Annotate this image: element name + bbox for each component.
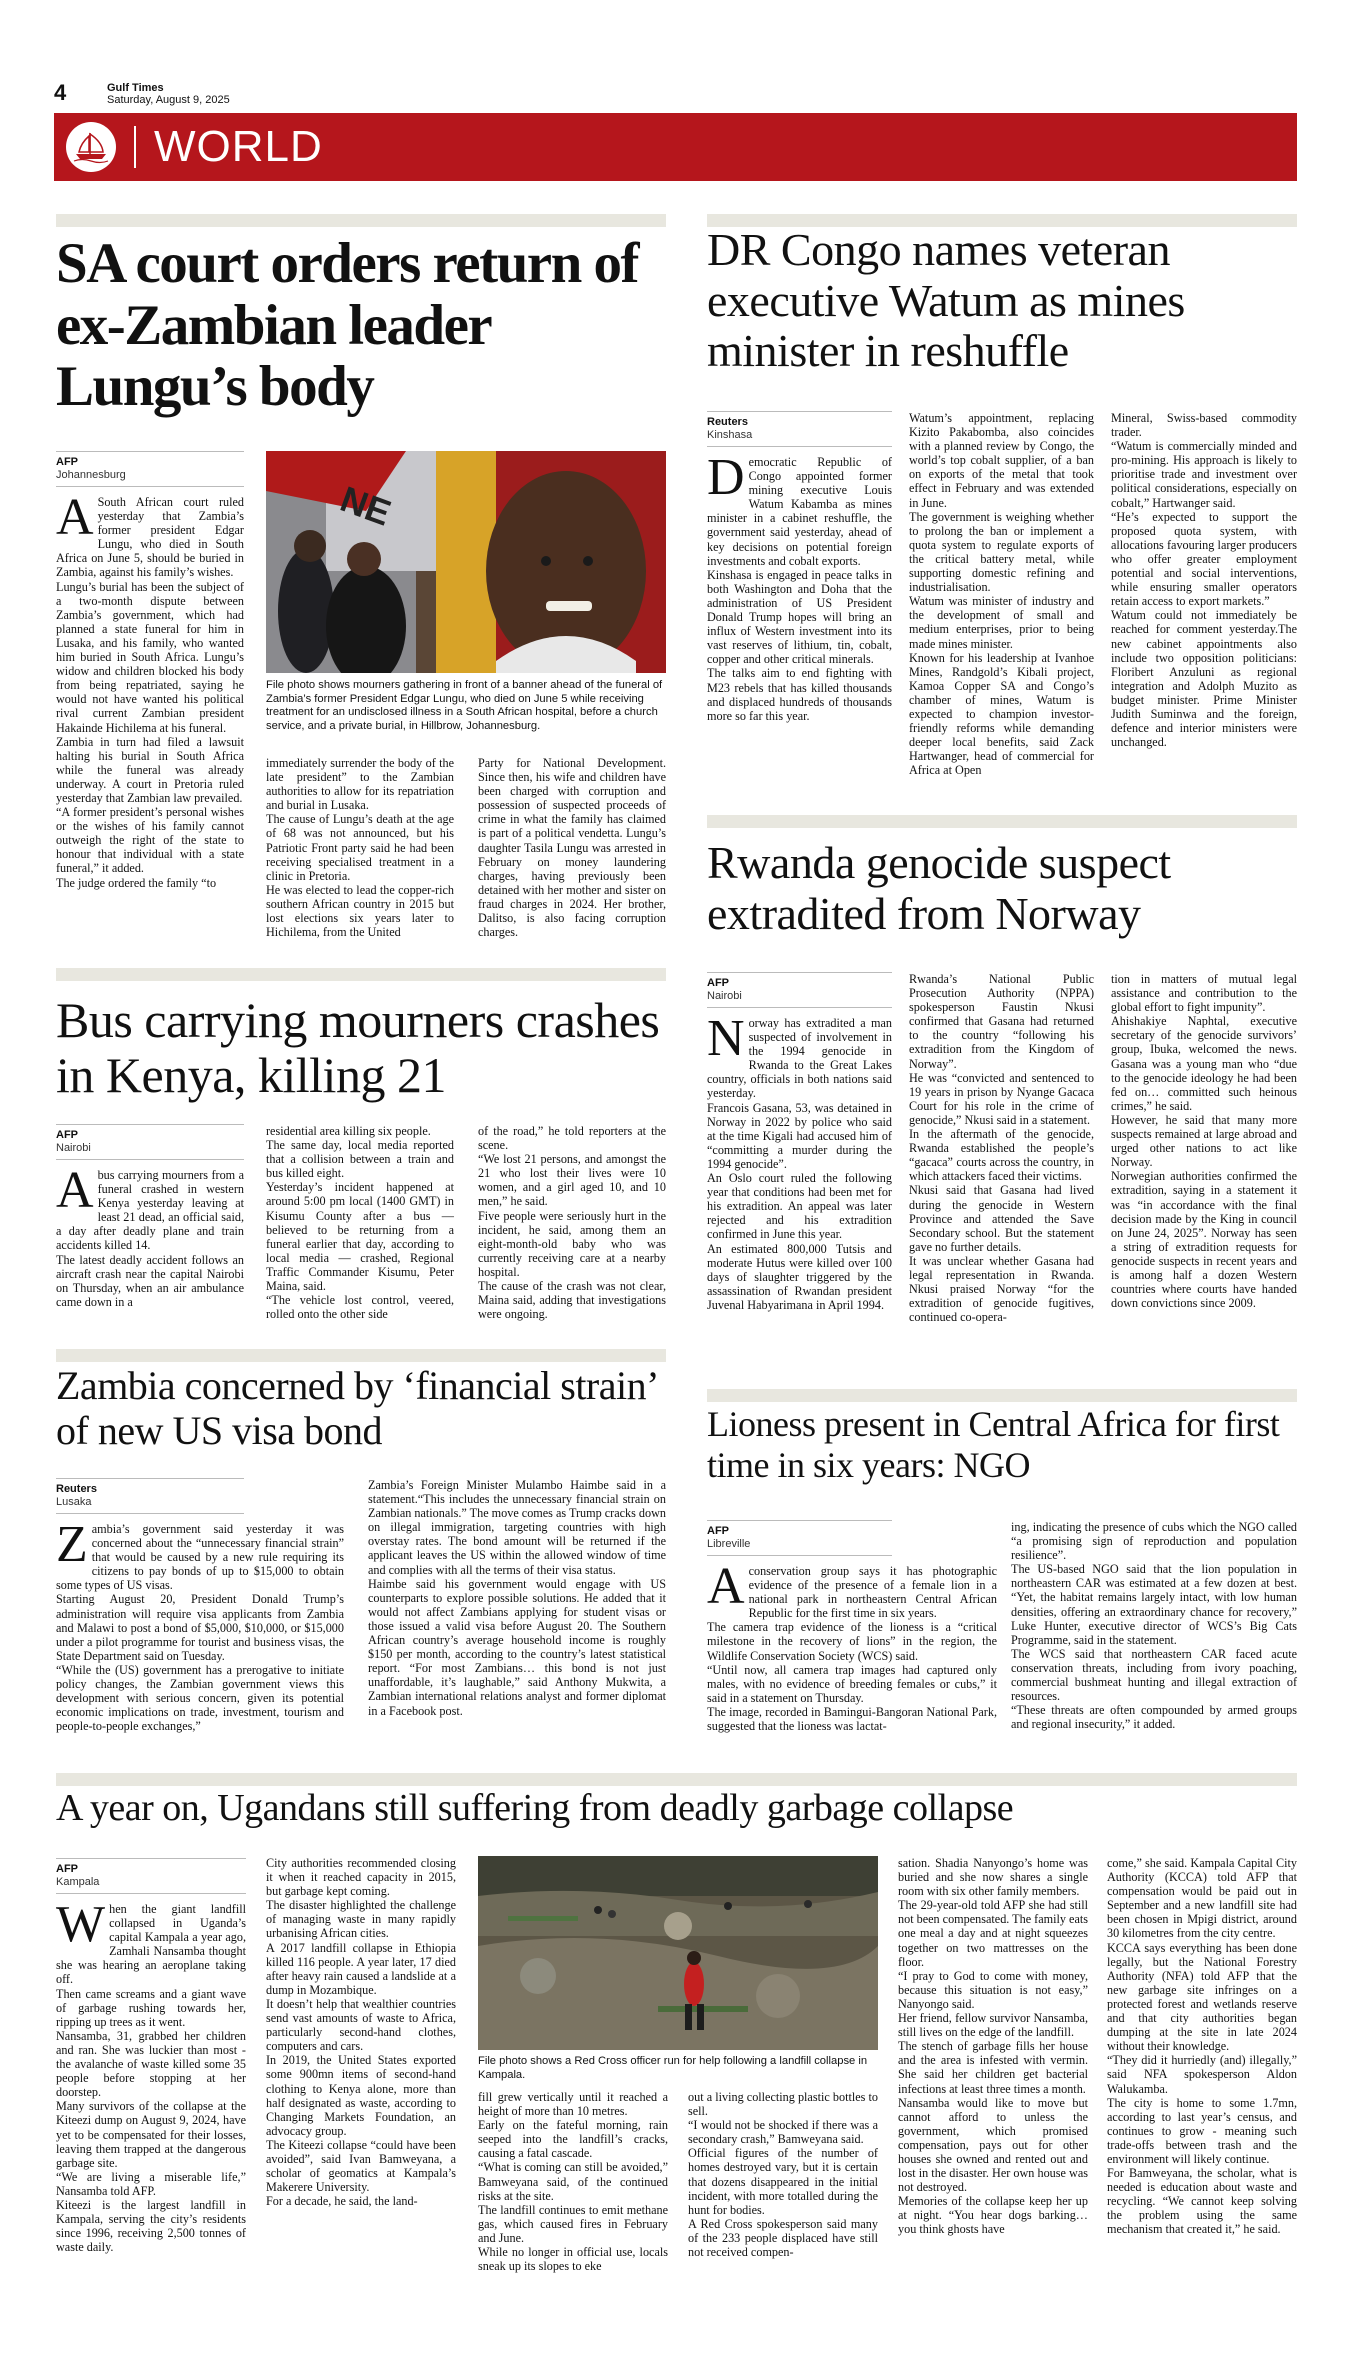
paragraph: Rwanda’s National Public Prosecution Authority (NPPA) spokesperson Faustin Nkusi confirmed that Gasana had returned to the country “following his extradition from the Kingdom of Norway”.	[909, 972, 1094, 1071]
paper-masthead	[107, 82, 230, 106]
paragraph: The cause of Lungu’s death at the age of 68 was not announced, but his Patriotic Front party said he had been receiving specialised treatment in a clinic in Pretoria.	[266, 812, 454, 883]
paragraph: Kinshasa is engaged in peace talks in both Washington and Doha that the administration of US President Donald Trump hopes will bring an influx of Western investment into its vast reserves of lithium, tin, cobalt, copper and other critical minerals.	[707, 567, 892, 667]
photo-caption: File photo shows mourners gathering in front of a banner ahead of the funeral of Zambia’s former President Edgar Lungu, who died on June 5 while receiving treatment for an undisclosed illness in a South African hospital, before a church service, and a private burial, in Hillbrow, Johannesburg.	[266, 679, 663, 732]
story-lioness-col1	[707, 1520, 997, 1733]
paragraph: KCCA says everything has been done legally, but the National Forestry Authority (NFA) told AFP that the new garbage site infringes on a protected forest and wetlands reserve and that city authorities began dumping at the site in late 2024 without their knowledge.	[1107, 1940, 1297, 2054]
paragraph: However, he said that many more suspects remained at large abroad and urged other nations to act like Norway.	[1111, 1112, 1297, 1170]
paragraph: “We are living a miserable life,” Nansamba told AFP.	[56, 2169, 246, 2198]
paragraph: Democratic Republic of Congo appointed former mining executive Louis Watum Kabamba as mines minister in a cabinet reshuffle, the government said yesterday, ahead of key decisions on potential foreign investments and cobalt exports.	[707, 449, 892, 568]
paragraph: “He’s expected to support the proposed quota system, with allocations favouring larger producers who offer greater employment potential and social interventions, while ensuring smaller operators retain access to export markets.”	[1111, 509, 1297, 609]
story-bus-col1	[56, 1124, 244, 1309]
section-rule	[56, 1349, 666, 1362]
story-congo	[707, 225, 1297, 377]
paragraph: Early on the fateful morning, rain seeped into the landfill’s cracks, causing a fatal cascade.	[478, 2118, 668, 2161]
paragraph: The landfill continues to emit methane gas, which caused fires in February and June.	[478, 2202, 668, 2245]
article-column	[56, 1896, 246, 2255]
story-uganda	[56, 1788, 1297, 1830]
paragraph: For Bamweyana, the scholar, what is needed is education about waste and recycling. “We cannot keep solving the problem using the same mechanism that created it,” he said.	[1107, 2166, 1297, 2237]
paragraph: immediately surrender the body of the late president” to the Zambian authorities to allow for its repatriation and burial in Lusaka.	[266, 756, 454, 813]
byline-location: Kampala	[56, 1876, 100, 1888]
byline-agency: AFP	[56, 1863, 78, 1875]
story-lungu-col2	[266, 756, 454, 939]
story-zambia-visa-col2	[368, 1478, 666, 1718]
story-rwanda-col3	[1111, 972, 1297, 1310]
paragraph: The city is home to some 1.7mn, according to last year’s census, and continues to grow - meaning such trade-offs between trash and the environment will likely continue.	[1107, 2095, 1297, 2166]
paragraph: ing, indicating the presence of cubs which the NGO called “a promising sign of reproduction and population resilience”.	[1011, 1520, 1297, 1563]
story-lioness	[707, 1404, 1297, 1485]
paragraph: Zambia’s government said yesterday it was concerned about the “unnecessary financial strain” that would be caused by a new rule requiring its citizens to pay bonds of up to $15,000 to obtain some types of US visas.	[56, 1516, 344, 1593]
paragraph: “Watum is commercially minded and pro-mining. His approach is likely to prioritise trade and investment over political considerations, especially on cobalt,” Hartwanger said.	[1111, 439, 1297, 510]
story-bus	[56, 993, 666, 1103]
story-rwanda-col2	[909, 972, 1094, 1324]
svg-text:NE: NE	[335, 477, 397, 534]
headline: Zambia concerned by ‘financial strain’ of new US visa bond	[56, 1363, 656, 1453]
paragraph: The Kiteezi collapse “could have been avoided”, said Ivan Bamweyana, a scholar of geomatics at Kampala’s Makerere University.	[266, 2137, 456, 2195]
paragraph: “The vehicle lost control, veered, rolled onto the other side	[266, 1293, 454, 1322]
banner-divider	[134, 126, 136, 168]
paragraph: Kiteezi is the largest landfill in Kampala, serving the city’s residents since 1996, receiving 2,500 tonnes of waste daily.	[56, 2197, 246, 2255]
story-uganda-col6	[1107, 1856, 1297, 2237]
article-column	[707, 449, 892, 723]
paragraph: When the giant landfill collapsed in Uganda’s capital Kampala a year ago, Zamhali Nansamba thought she was hearing an aeroplane taking off.	[56, 1896, 246, 1987]
story-zambia-visa-col1	[56, 1478, 344, 1733]
paragraph: The camera trap evidence of the lioness is a “critical milestone in the recovery of lions” in the region, the Wildlife Conservation Society (WCS) said.	[707, 1620, 997, 1663]
paragraph: ASouth African court ruled yesterday that Zambia’s former president Edgar Lungu, who died in South Africa on June 5, should be buried in Zambia, against his family’s wishes.	[56, 489, 244, 580]
headline: SA court orders return of ex-Zambian leader Lungu’s body	[56, 232, 639, 419]
byline	[56, 1478, 244, 1514]
paragraph: Nansamba would like to move but cannot afford to unless the government, which promised compensation, pays out for other houses she owned and rented out and lost in the disaster. Her own house was not destroyed.	[898, 2095, 1088, 2195]
page-number: 4	[54, 80, 67, 105]
story-lungu	[56, 233, 666, 418]
paragraph: Zambia’s Foreign Minister Mulambo Haimbe said in a statement.“This includes the unnecessary financial strain on Zambian nationals.” The move comes as Trump cracks down on illegal immigration, targeting countries with high overstay rates. The bond amount will be returned if the applicant leaves the US within the allowed window of time and complies with all the terms of their visa status.	[368, 1478, 666, 1577]
paragraph: “I would not be shocked if there was a secondary crash,” Bamweyana said.	[688, 2118, 878, 2147]
article-column	[707, 1010, 892, 1312]
section-banner	[54, 113, 1297, 181]
byline-location: Lusaka	[56, 1496, 92, 1508]
story-lungu-col3	[478, 756, 666, 939]
paragraph: Her friend, fellow survivor Nansamba, still lives on the edge of the landfill.	[898, 2011, 1088, 2040]
paragraph: Abus carrying mourners from a funeral crashed in western Kenya yesterday leaving at least 21 dead, an official said, a day after deadly plane and train accidents killed 14.	[56, 1162, 244, 1253]
paragraph: Zambia in turn had filed a lawsuit halting his burial in South Africa while the funeral was already underway. A court in Pretoria ruled yesterday that Zambian law prevailed.	[56, 734, 244, 805]
section-rule	[56, 1773, 1297, 1786]
paragraph: In 2019, the United States exported some 900mn items of second-hand clothing to Kenya alone, more than half designated as waste, according to Changing Markets Foundation, an advocacy group.	[266, 2053, 456, 2138]
story-bus-col3	[478, 1124, 666, 1321]
paragraph: “A former president’s personal wishes or the wishes of his family cannot outweigh the right of the state to honour that individual with a state funeral,” it added.	[56, 805, 244, 876]
story-lioness-col2	[1011, 1520, 1297, 1731]
paragraph: “While the (US) government has a prerogative to initiate policy changes, the Zambian government views this development with serious concern, given its potential economic implications on trade, investment, tourism and people-to-people exchanges,”	[56, 1662, 344, 1734]
story-congo-col1	[707, 411, 892, 723]
edgar-lungu-funeral-photo	[266, 451, 666, 673]
story-uganda-col4	[688, 2090, 878, 2259]
byline-location: Johannesburg	[56, 469, 126, 481]
paragraph: out a living collecting plastic bottles to sell.	[688, 2090, 878, 2119]
paragraph: Official figures of the number of homes destroyed vary, but it is certain that dozens disappeared in the initial incident, with more totalled during the hunt for bodies.	[688, 2146, 878, 2217]
byline-agency: AFP	[707, 977, 729, 989]
headline: Lioness present in Central Africa for first time in six years: NGO	[707, 1404, 1280, 1485]
byline-location: Kinshasa	[707, 429, 753, 441]
story-zambia-visa	[56, 1364, 666, 1454]
article-column	[56, 1516, 344, 1734]
story-uganda-col3	[478, 2090, 668, 2273]
paragraph: For a decade, he said, the land-	[266, 2194, 418, 2209]
landfill-rescue-photo	[478, 1856, 878, 2050]
paragraph: A 2017 landfill collapse in Ethiopia killed 116 people. A year later, 17 died after heavy rain caused a landslide at a dump in Mozambique.	[266, 1940, 456, 1997]
byline	[56, 451, 244, 487]
byline-location: Nairobi	[707, 990, 742, 1002]
photo-caption: File photo shows a Red Cross officer run for help following a landfill collapse in Kampala.	[478, 2055, 868, 2081]
paragraph: Norway has extradited a man suspected of involvement in the 1994 genocide in Rwanda to the Great Lakes country, officials in both nations said yesterday.	[707, 1010, 892, 1101]
paragraph: In the aftermath of the genocide, Rwanda established the people’s “gacaca” courts across the country, in which attackers faced their victims.	[909, 1127, 1094, 1184]
byline	[707, 1520, 892, 1556]
byline-agency: AFP	[56, 1129, 78, 1141]
byline	[707, 411, 892, 447]
paragraph: Many survivors of the collapse at the Kiteezi dump on August 9, 2024, have yet to be compensated for their losses, leaving them trapped at the dangerous garbage site.	[56, 2099, 246, 2170]
section-rule	[707, 1389, 1297, 1402]
story-uganda-col2	[266, 1856, 456, 2208]
paragraph: Norwegian authorities confirmed the extradition, saying in a statement it was “in accordance with the final decision made by the King in council on June 24, 2025”. Norway has seen a string of extradition requests for genocide suspects in recent years and is among half a dozen Western countries where courts have handed down convictions since 2009.	[1111, 1169, 1297, 1311]
paragraph: tion in matters of mutual legal assistance and contribution to the global effort to fight impunity”.	[1111, 972, 1297, 1015]
paragraph: “They did it hurriedly (and) illegally,” said NFA spokesperson Aldon Walukamba.	[1107, 2053, 1297, 2096]
paragraph: It was unclear whether Gasana had legal representation in Rwanda. Nkusi praised Norway “for the extradition of genocide fugitives, continued co-opera-	[909, 1253, 1094, 1325]
byline	[56, 1124, 244, 1160]
paragraph: He was elected to lead the copper-rich southern African country in 2015 but lost elections six years later to Hichilema, from the United	[266, 882, 454, 940]
paragraph: Ahishakiye Naphtal, executive secretary of the genocide survivors’ group, Ibuka, welcomed the news. Gasana was a young man who “due to the genocide ideology he had been fed on… committed such heinous crimes,” he said.	[1111, 1014, 1297, 1113]
paragraph: The image, recorded in Bamingui-Bangoran National Park, suggested that the lioness was lactat-	[707, 1704, 997, 1734]
paragraph: The cause of the crash was not clear, Maina said, adding that investigations were ongoing.	[478, 1279, 666, 1322]
story-congo-col2	[909, 411, 1094, 777]
story-congo-col3	[1111, 411, 1297, 749]
story-uganda-col5	[898, 1856, 1088, 2237]
paragraph: The talks aim to end fighting with M23 rebels that has killed thousands and displaced hundreds of thousands more so far this year.	[707, 666, 892, 723]
headline: A year on, Ugandans still suffering from deadly garbage collapse	[56, 1787, 1014, 1829]
paragraph: “Until now, all camera trap images had captured only males, with no evidence of breeding females or cubs,” it said in a statement on Thursday.	[707, 1662, 997, 1705]
issue-date: Saturday, August 9, 2025	[107, 94, 230, 106]
story-rwanda	[707, 838, 1297, 939]
paragraph: Watum was minister of industry and the development of small and medium enterprises, prior to being made mines minister.	[909, 594, 1094, 651]
paragraph: Francois Gasana, 53, was detained in Norway in 2022 by police who said at the time Kigali had accused him of “committing a murder during the 1994 genocide”.	[707, 1100, 892, 1171]
section-title: WORLD	[154, 122, 323, 171]
byline-agency: Reuters	[56, 1483, 97, 1495]
paragraph: Five people were seriously hurt in the incident, he said, among them an eight-month-old baby who was currently receiving care at a nearby hospital.	[478, 1208, 666, 1279]
story-uganda-col1	[56, 1858, 246, 2254]
paragraph: An estimated 800,000 Tutsis and moderate Hutus were killed over 100 days of slaughter triggered by the assassination of Rwandan president Juvenal Habyarimana in April 1994.	[707, 1241, 892, 1312]
paragraph: Nkusi said that Gasana had lived during the genocide in Western Province and attended the Save Secondary school. But the statement gave no further details.	[909, 1183, 1094, 1254]
section-rule	[56, 968, 666, 981]
paragraph: fill grew vertically until it reached a height of more than 10 metres.	[478, 2090, 668, 2119]
paragraph: residential area killing six people.	[266, 1124, 431, 1138]
paragraph: Mineral, Swiss-based commodity trader.	[1111, 411, 1297, 440]
paragraph: “We lost 21 persons, and amongst the 21 who lost their lives were 10 women, and a girl aged 10, and 10 men,” he said.	[478, 1152, 666, 1209]
paragraph: Watum’s appointment, replacing Kizito Pakabomba, also coincides with a planned review by Congo, the world’s top cobalt supplier, of a ban on exports of the metal that took effect in February and was extended in June.	[909, 411, 1094, 510]
paragraph: He was “convicted and sentenced to 19 years in prison by Nyange Gacaca Court for his role in the crime of genocide,” Nkusi said in a statement.	[909, 1070, 1094, 1127]
paragraph: The latest deadly accident follows an aircraft crash near the capital Nairobi on Thursday, when an air ambulance came down in a	[56, 1252, 244, 1309]
dhow-boat-icon	[66, 122, 116, 172]
paragraph: Nansamba, 31, grabbed her children and ran. She was luckier than most - the avalanche of waste killed some 35 people before stopping at her doorstep.	[56, 2028, 246, 2100]
byline-agency: AFP	[56, 456, 78, 468]
byline-location: Nairobi	[56, 1142, 91, 1154]
paragraph: The WCS said that northeastern CAR faced acute conservation threats, including from ivory poaching, commercial bushmeat hunting and illegal extraction of resources.	[1011, 1646, 1297, 1704]
paragraph: The judge ordered the family “to	[56, 875, 217, 890]
paragraph: The US-based NGO said that the lion population in northeastern CAR was estimated at a few dozen at best. “Yet, the habitat remains largely intact, with low human densities, offering an extraordinary chance for recovery,” Luke Hunter, executive director of WCS’s Big Cats Programme, said in the statement.	[1011, 1562, 1297, 1647]
article-column	[56, 1162, 244, 1309]
story-lungu-col1	[56, 451, 244, 890]
byline-agency: Reuters	[707, 416, 748, 428]
paragraph: While no longer in official use, locals sneak up its slopes to eke	[478, 2245, 668, 2274]
paragraph: City authorities recommended closing it when it reached capacity in 2015, but garbage kept coming.	[266, 1856, 456, 1899]
paragraph: Yesterday’s incident happened at around 5:00 pm local (1400 GMT) in Kisumu County after a bus — believed to be returning from a funeral earlier that day, according to local media — crashed, Regional Traffic Commander Kisumu, Peter Maina, said.	[266, 1180, 454, 1294]
paragraph: An Oslo court ruled the following year that conditions had been met for his extradition. An appeal was later rejected and his extradition confirmed in June this year.	[707, 1171, 892, 1242]
paragraph: of the road,” he told reporters at the scene.	[478, 1124, 666, 1153]
paragraph: It doesn’t help that wealthier countries send vast amounts of waste to Africa, particularly second-hand clothes, computers and cars.	[266, 1996, 456, 2054]
section-rule	[707, 815, 1297, 828]
paragraph: The disaster highlighted the challenge of managing waste in many rapidly urbanising African cities.	[266, 1898, 456, 1941]
paragraph: Party for National Development. Since then, his wife and children have been charged with corruption and possession of suspected proceeds of crime in what the family has claimed is part of a political vendetta. Lungu’s daughter Tasila Lungu was arrested in February on money laundering charges, having previously been detained with her mother and sister on fraud charges in 2024. Her brother, Dalitso, is also facing corruption charges.	[478, 756, 666, 940]
paragraph: Aconservation group says it has photographic evidence of the presence of a female lion in a national park in northeastern Central African Republic for the first time in six years.	[707, 1558, 997, 1621]
paragraph: A Red Cross spokesperson said many of the 233 people displaced have still not received compen-	[688, 2216, 878, 2260]
paragraph: Known for his leadership at Ivanhoe Mines, Randgold’s Kibali project, Kamoa Copper SA and Congo’s chamber of mines, Watum is expected to champion investor-friendly reforms while demanding deeper local benefits, said Zack Hartwanger, head of commercial for Africa at Open	[909, 650, 1094, 778]
paragraph: “What is coming can still be avoided,” Bamweyana said, of the continued risks at the site.	[478, 2160, 668, 2203]
paragraph: The 29-year-old told AFP she had still not been compensated. The family eats one meal a day and at night squeezes together on two mattresses on the floor.	[898, 1898, 1088, 1969]
paragraph: The government is weighing whether to prolong the ban or implement a quota system to regulate exports of the critical battery metal, while supporting domestic refining and industrialisation.	[909, 509, 1094, 595]
story-bus-col2	[266, 1124, 454, 1321]
paragraph: Haimbe said his government would engage with US counterparts to explore possible solutions. He added that it would not affect Zambians applying for student visas or those issued a valid visa before August 20. The Southern African country’s average household income is roughly $150 per month, according to the country’s latest statistical report. “For most Zambians… this bond is not just unaffordable, it’s laughable,” said Anthony Mukwita, a Zambian international relations analyst and former diplomat in a Facebook post.	[368, 1576, 666, 1718]
paragraph: “These threats are often compounded by armed groups and regional insecurity,” it added.	[1011, 1703, 1297, 1732]
paragraph: The same day, local media reported that a collision between a train and bus killed eight.	[266, 1138, 454, 1181]
paragraph: Memories of the collapse keep her up at night. “You hear dogs barking… you think ghosts have	[898, 2194, 1088, 2237]
headline: Bus carrying mourners crashes in Kenya, killing 21	[56, 992, 660, 1103]
paragraph: “I pray to God to come with money, because this situation is not easy,” Nanyongo said.	[898, 1968, 1088, 2011]
article-column	[56, 489, 244, 890]
paragraph: The stench of garbage fills her house and the area is infested with vermin. She said her children get bacterial infections at least three times a month.	[898, 2039, 1088, 2096]
byline	[56, 1858, 246, 1894]
paragraph: Watum could not immediately be reached for comment yesterday.The new cabinet appointments also include two opposition politicians: Floribert Anzuluni as regional integration and Adolph Muzito as budget minister. Prime Minister Judith Suminwa and the foreign, defence and interior ministers were unchanged.	[1111, 608, 1297, 750]
section-rule	[56, 214, 666, 227]
paper-name: Gulf Times	[107, 82, 164, 94]
paragraph: sation. Shadia Nanyongo’s home was buried and she now shares a single room with six other family members.	[898, 1856, 1088, 1899]
headline: Rwanda genocide suspect extradited from Norway	[707, 837, 1171, 939]
byline-location: Libreville	[707, 1538, 751, 1550]
byline-agency: AFP	[707, 1525, 729, 1537]
paragraph: Starting August 20, President Donald Trump’s administration will require visa applicants from Zambia and Malawi to post a bond of $5,000, $10,000, or $15,000 under a pilot programme for tourist and business visas, the State Department said on Tuesday.	[56, 1592, 344, 1663]
article-column	[707, 1558, 997, 1734]
paragraph: Lungu’s burial has been the subject of a two-month dispute between Zambia’s government, which had planned a state funeral for him in Lusaka, and his family, who wanted him buried in South Africa. Lungu’s widow and children blocked his body from being repatriated, saying he would not have wanted his political rival current Zambian president Hakainde Hichilema at his funeral.	[56, 579, 244, 735]
paragraph: come,” she said. Kampala Capital City Authority (KCCA) told AFP that compensation would be paid out in September and a new landfill site had been chosen in Mpigi district, around 30 kilometres from the city centre.	[1107, 1856, 1297, 1941]
paragraph: Then came screams and a giant wave of garbage rushing towards her, ripping up trees as it went.	[56, 1986, 246, 2029]
story-rwanda-col1	[707, 972, 892, 1312]
byline	[707, 972, 892, 1008]
headline: DR Congo names veteran executive Watum as mines minister in reshuffle	[707, 224, 1185, 377]
